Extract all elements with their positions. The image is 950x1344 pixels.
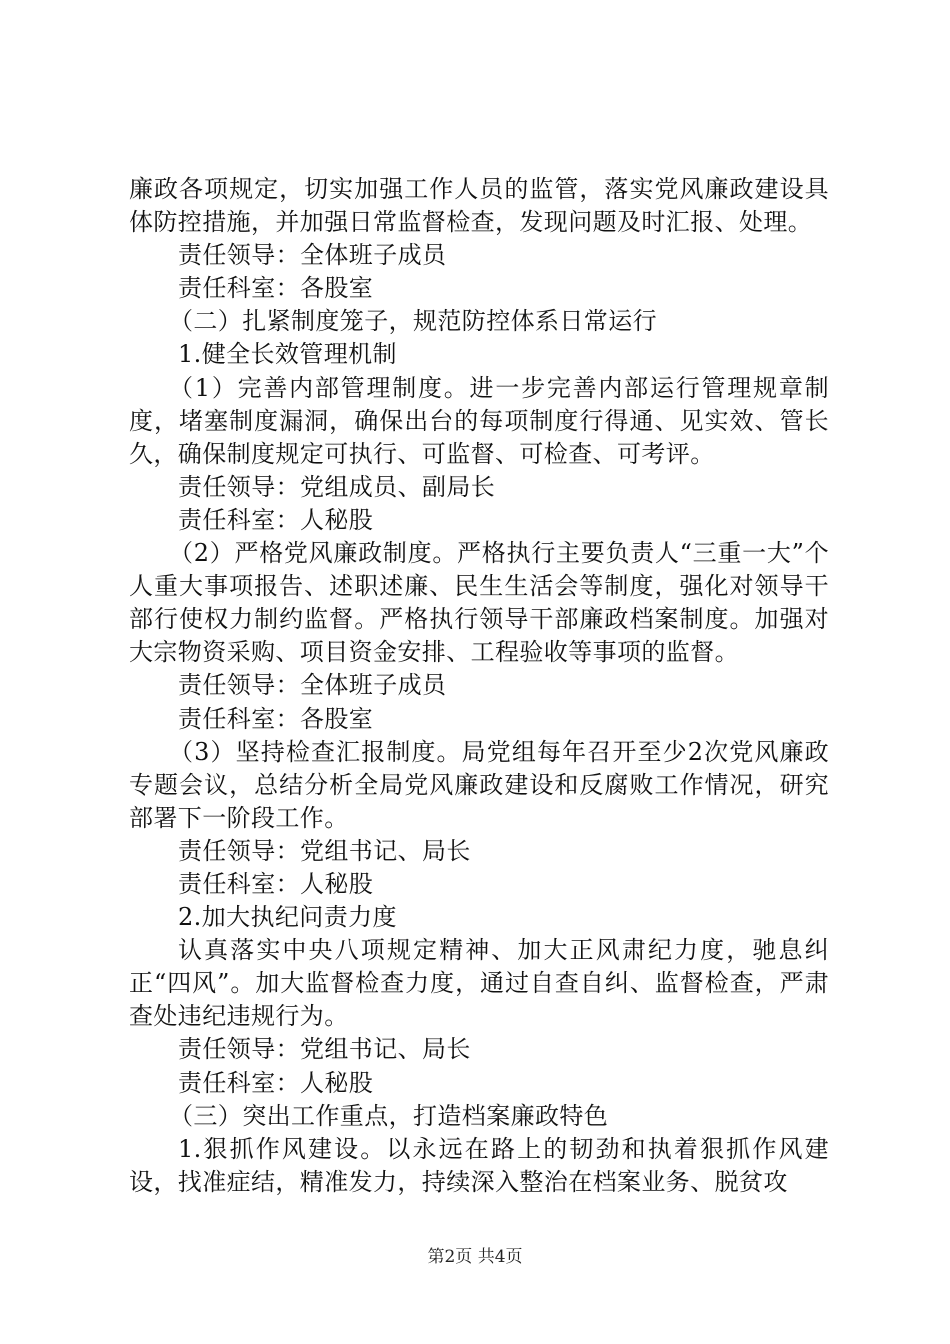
paragraph: 责任领导：党组成员、副局长 xyxy=(178,472,496,501)
paragraph: 责任领导：党组书记、局长 xyxy=(178,1035,471,1064)
paragraph: 2.加大执纪问责力度 xyxy=(178,903,397,932)
page-footer: 第2页 共4页 xyxy=(427,1247,523,1267)
paragraph: 责任领导：全体班子成员 xyxy=(178,241,447,270)
paragraph: 廉政各项规定，切实加强工作人员的监管，落实党风廉政建设具体防控措施，并加强日常监督检查，发现问题及时汇报、处理。 xyxy=(129,175,829,237)
paragraph: 责任科室：人秘股 xyxy=(178,505,374,534)
paragraph: 认真落实中央八项规定精神、加大正风肃纪力度，驰息纠正“四风”。加大监督检查力度，通过自查自纠、监督检查，严肃查处违纪违规行为。 xyxy=(129,936,829,1031)
paragraph: （二）扎紧制度笼子，规范防控体系日常运行 xyxy=(169,307,657,336)
paragraph: （三）突出工作重点，打造档案廉政特色 xyxy=(169,1101,609,1130)
paragraph: （2）严格党风廉政制度。严格执行主要负责人“三重一大”个人重大事项报告、述职述廉、民生生活会等制度，强化对领导干部行使权力制约监督。严格执行领导干部廉政档案制度。加强对大宗物资采购、项目资金安排、工程验收等事项的监督。 xyxy=(129,539,829,667)
document-body xyxy=(129,173,829,1199)
paragraph: 责任领导：全体班子成员 xyxy=(178,671,447,700)
paragraph: 责任科室：人秘股 xyxy=(178,869,374,898)
paragraph: （1）完善内部管理制度。进一步完善内部运行管理规章制度，堵塞制度漏洞，确保出台的每项制度行得通、见实效、管长久，确保制度规定可执行、可监督、可检查、可考评。 xyxy=(129,373,829,468)
paragraph: 1.健全长效管理机制 xyxy=(178,340,397,369)
paragraph: 1.狠抓作风建设。以永远在路上的韧劲和执着狠抓作风建设，找准症结，精准发力，持续深入整治在档案业务、脱贫攻 xyxy=(129,1134,829,1196)
paragraph: （3）坚持检查汇报制度。局党组每年召开至少2次党风廉政专题会议，总结分析全局党风廉政建设和反腐败工作情况，研究部署下一阶段工作。 xyxy=(129,737,829,832)
paragraph: 责任科室：人秘股 xyxy=(178,1068,374,1097)
paragraph: 责任科室：各股室 xyxy=(178,274,374,303)
paragraph: 责任科室：各股室 xyxy=(178,704,374,733)
paragraph: 责任领导：党组书记、局长 xyxy=(178,836,471,865)
